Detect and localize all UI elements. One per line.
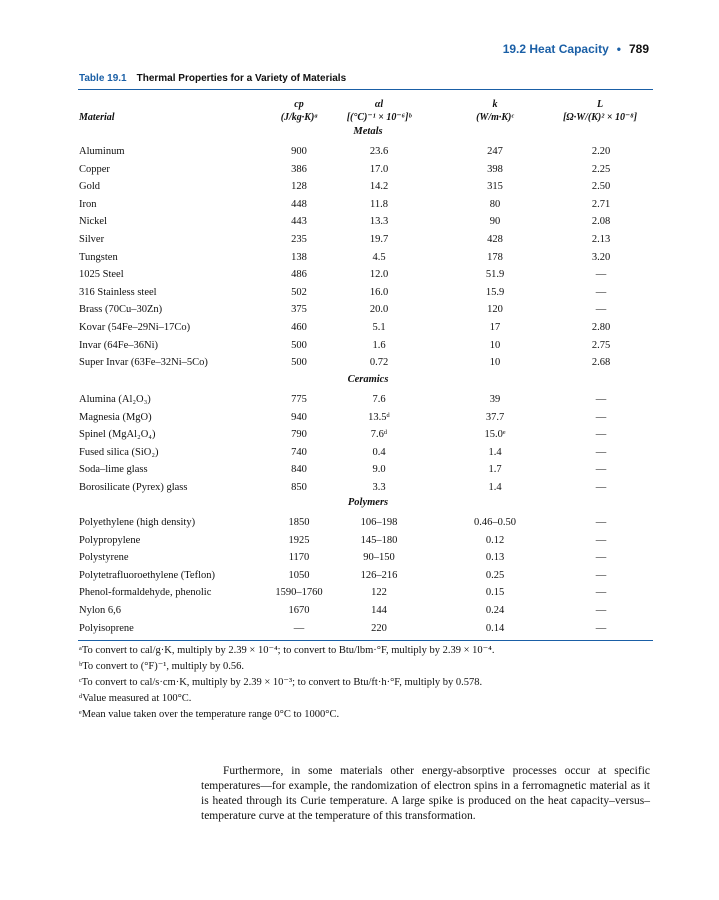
alpha-cell: 220 xyxy=(371,622,387,634)
alpha-cell: 9.0 xyxy=(372,464,386,476)
footnote-c: ᶜTo convert to cal/s·cm·K, multiply by 2.39 × 10⁻³; to convert to Btu/ft·h·°F, multiply by 0.578. xyxy=(79,677,483,688)
table-row xyxy=(79,447,654,465)
k-cell: 247 xyxy=(487,146,503,157)
table-row xyxy=(79,570,654,588)
cp-cell: 850 xyxy=(291,482,307,493)
table-top-rule xyxy=(78,89,653,90)
lorenz-cell: — xyxy=(595,482,607,493)
cp-cell: 1925 xyxy=(288,534,310,546)
lorenz-cell: 2.71 xyxy=(591,198,611,210)
alpha-cell: 4.5 xyxy=(372,251,386,263)
alpha-cell: 0.4 xyxy=(372,446,386,458)
cp-cell: 900 xyxy=(291,146,307,157)
material-cell: Magnesia (MgO) xyxy=(79,411,152,423)
material-cell: Fused silica (SiO₂) xyxy=(79,446,159,458)
k-cell: 10 xyxy=(489,339,501,351)
lorenz-cell: 2.75 xyxy=(591,339,611,351)
cp-cell: 500 xyxy=(291,339,307,351)
group-label: Polymers xyxy=(347,497,389,508)
col-header-alpha: αl [(°C)⁻¹ × 10⁻⁶]ᵇ xyxy=(346,99,412,123)
k-cell: 398 xyxy=(487,163,503,175)
material-cell: 1025 Steel xyxy=(79,269,124,281)
lorenz-cell: — xyxy=(595,464,607,476)
material-cell: 316 Stainless steel xyxy=(79,286,157,298)
lorenz-cell: — xyxy=(595,622,607,634)
k-cell: 37.7 xyxy=(485,411,505,423)
lorenz-cell: 3.20 xyxy=(591,251,611,263)
table-number: Table 19.1 xyxy=(79,73,127,84)
material-cell: Silver xyxy=(79,234,105,245)
table-row xyxy=(79,181,654,199)
alpha-cell: 13.3 xyxy=(369,216,389,228)
alpha-cell: 16.0 xyxy=(369,286,389,298)
page-number: 789 xyxy=(628,42,649,56)
material-cell: Invar (64Fe–36Ni) xyxy=(79,339,159,351)
table-row xyxy=(79,605,654,623)
material-cell: Soda–lime glass xyxy=(79,464,148,476)
k-cell: 0.46–0.50 xyxy=(474,517,516,528)
alpha-cell: 23.6 xyxy=(369,146,389,157)
cp-cell: 1850 xyxy=(288,517,310,528)
k-cell: 315 xyxy=(487,181,503,193)
lorenz-cell: — xyxy=(595,304,607,316)
k-cell: 0.24 xyxy=(485,605,505,616)
lorenz-cell: — xyxy=(595,411,607,423)
lorenz-cell: 2.50 xyxy=(591,181,611,193)
material-cell: Phenol-formaldehyde, phenolic xyxy=(79,587,212,599)
k-cell: 1.4 xyxy=(488,482,502,493)
k-cell: 17 xyxy=(489,322,501,333)
material-cell: Iron xyxy=(79,198,97,210)
cp-cell: 840 xyxy=(291,464,307,476)
k-cell: 0.13 xyxy=(485,552,505,564)
material-cell: Polyethylene (high density) xyxy=(79,517,196,528)
table-bottom-rule xyxy=(78,640,653,641)
cp-cell: 1050 xyxy=(288,569,310,581)
k-cell: 1.4 xyxy=(488,446,502,458)
cp-cell: 1670 xyxy=(288,605,310,616)
table-row xyxy=(79,287,654,305)
alpha-cell: 106–198 xyxy=(360,517,398,528)
alpha-cell: 0.72 xyxy=(369,357,389,369)
cp-cell: 460 xyxy=(291,322,307,333)
col-header-cp: cp (J/kg·K)ᵃ xyxy=(280,99,318,123)
cp-cell: 740 xyxy=(291,446,307,458)
alpha-cell: 5.1 xyxy=(372,322,386,333)
cp-cell: 502 xyxy=(291,286,307,298)
k-cell: 10 xyxy=(489,357,501,369)
footnote-b: ᵇTo convert to (°F)⁻¹, multiply by 0.56. xyxy=(79,661,245,672)
lorenz-cell: 2.68 xyxy=(591,357,611,369)
footnote-e: ᵉMean value taken over the temperature range 0°C to 1000°C. xyxy=(79,709,340,720)
lorenz-cell: — xyxy=(595,605,607,616)
k-cell: 1.7 xyxy=(488,464,502,476)
col-header-L: L [Ω·W/(K)² × 10⁻⁸] xyxy=(562,99,638,123)
alpha-cell: 90–150 xyxy=(363,552,395,564)
alpha-cell: 13.5ᵈ xyxy=(368,411,390,423)
material-cell: Aluminum xyxy=(79,146,125,157)
lorenz-cell: — xyxy=(595,517,607,528)
cp-cell: 1170 xyxy=(288,552,310,564)
material-cell: Polystyrene xyxy=(79,552,129,564)
col-header-k: k (W/m·K)ᶜ xyxy=(476,99,514,123)
cp-cell: 448 xyxy=(291,198,307,210)
table-row xyxy=(79,535,654,553)
group-label: Ceramics xyxy=(347,374,389,385)
table-row xyxy=(79,322,654,340)
lorenz-cell: 2.20 xyxy=(591,146,611,157)
cp-cell: 486 xyxy=(291,269,307,281)
lorenz-cell: — xyxy=(595,269,607,281)
material-cell: Super Invar (63Fe–32Ni–5Co) xyxy=(79,357,208,369)
lorenz-cell: — xyxy=(595,534,607,546)
alpha-cell: 1.6 xyxy=(372,339,386,351)
material-cell: Alumina (Al₂O₃) xyxy=(79,394,151,405)
alpha-cell: 11.8 xyxy=(370,198,388,210)
table-row xyxy=(79,552,654,570)
alpha-cell: 145–180 xyxy=(360,534,398,546)
table-row xyxy=(79,587,654,605)
material-cell: Polyisoprene xyxy=(79,622,134,634)
k-cell: 51.9 xyxy=(485,269,505,281)
material-cell: Nickel xyxy=(79,216,107,228)
lorenz-cell: — xyxy=(595,429,607,441)
alpha-cell: 14.2 xyxy=(369,181,389,193)
cp-cell: 235 xyxy=(291,234,307,245)
cp-cell: 128 xyxy=(291,181,307,193)
material-cell: Copper xyxy=(79,163,110,175)
alpha-cell: 126–216 xyxy=(360,569,398,581)
alpha-cell: 20.0 xyxy=(369,304,389,316)
k-cell: 0.15 xyxy=(485,587,505,599)
cp-cell: 790 xyxy=(291,429,307,441)
cp-cell: 940 xyxy=(291,411,307,423)
material-cell: Polypropylene xyxy=(79,534,141,546)
table-row xyxy=(79,252,654,270)
table-row xyxy=(79,234,654,252)
k-cell: 15.0ᵉ xyxy=(484,429,506,441)
table-row xyxy=(79,216,654,234)
k-cell: 0.14 xyxy=(485,622,505,634)
lorenz-cell: — xyxy=(595,446,607,458)
lorenz-cell: — xyxy=(595,394,607,405)
material-cell: Polytetrafluoroethylene (Teflon) xyxy=(79,569,216,581)
table-footnotes xyxy=(79,643,654,723)
material-cell: Brass (70Cu–30Zn) xyxy=(79,304,163,316)
lorenz-cell: 2.13 xyxy=(591,234,611,245)
lorenz-cell: — xyxy=(595,569,607,581)
header-separator: • xyxy=(616,42,621,56)
alpha-cell: 7.6 xyxy=(372,394,386,405)
alpha-cell: 122 xyxy=(371,587,387,599)
lorenz-cell: — xyxy=(595,286,607,298)
k-cell: 0.25 xyxy=(485,569,505,581)
table-row xyxy=(79,164,654,182)
alpha-cell: 3.3 xyxy=(372,482,386,493)
cp-cell: 386 xyxy=(291,163,307,175)
material-cell: Gold xyxy=(79,181,100,193)
material-cell: Spinel (MgAl₂O₄) xyxy=(79,429,156,441)
table-row xyxy=(79,464,654,482)
lorenz-cell: — xyxy=(595,587,607,599)
lorenz-cell: 2.25 xyxy=(591,163,611,175)
cp-cell: 775 xyxy=(291,394,307,405)
material-cell: Tungsten xyxy=(79,251,118,263)
section-title: 19.2 Heat Capacity xyxy=(502,42,609,56)
table-caption xyxy=(79,73,346,84)
footnote-d: ᵈValue measured at 100°C. xyxy=(79,693,192,704)
lorenz-cell: 2.08 xyxy=(591,216,611,228)
body-paragraph: Furthermore, in some materials other energy-absorptive processes occur at specific temperatures—for example, the randomization of electron spins in a ferromagnetic material as it is heated through its Curie temperature. A large spike is produced on the heat capacity–versus–temperature curve at the temperature of this transformation. xyxy=(201,765,650,822)
k-cell: 0.12 xyxy=(485,534,505,546)
footnote-a: ᵃTo convert to cal/g·K, multiply by 2.39 × 10⁻⁴; to convert to Btu/lbm·°F, multiply by 2.39 × 10⁻⁴. xyxy=(79,645,495,656)
cp-cell: 375 xyxy=(291,304,307,316)
table-title: Thermal Properties for a Variety of Materials xyxy=(136,73,347,84)
k-cell: 39 xyxy=(489,394,501,405)
table-row xyxy=(79,412,654,430)
running-header xyxy=(503,42,649,56)
material-cell: Nylon 6,6 xyxy=(79,605,121,616)
table-row xyxy=(79,199,654,217)
group-label: Metals xyxy=(353,126,383,137)
k-cell: 80 xyxy=(489,198,501,210)
cp-cell: — xyxy=(293,622,305,634)
table-row xyxy=(79,517,654,535)
table-row xyxy=(79,304,654,322)
cp-cell: 1590–1760 xyxy=(275,587,323,599)
table-row xyxy=(79,269,654,287)
cp-cell: 138 xyxy=(291,251,307,263)
material-cell: Borosilicate (Pyrex) glass xyxy=(79,482,188,493)
lorenz-cell: — xyxy=(595,552,607,564)
k-cell: 178 xyxy=(487,251,503,263)
k-cell: 90 xyxy=(489,216,501,228)
table-row xyxy=(79,429,654,447)
table-row xyxy=(79,146,654,164)
cp-cell: 443 xyxy=(291,216,307,228)
table-row xyxy=(79,340,654,358)
k-cell: 120 xyxy=(487,304,503,316)
alpha-cell: 19.7 xyxy=(369,234,389,245)
k-cell: 428 xyxy=(487,234,503,245)
table-row xyxy=(79,357,654,375)
k-cell: 15.9 xyxy=(485,286,505,298)
material-cell: Kovar (54Fe–29Ni–17Co) xyxy=(79,322,191,333)
lorenz-cell: 2.80 xyxy=(591,322,611,333)
table-row xyxy=(79,623,654,641)
alpha-cell: 17.0 xyxy=(369,163,389,175)
cp-cell: 500 xyxy=(291,357,307,369)
alpha-cell: 7.6ᵈ xyxy=(370,429,388,441)
alpha-cell: 144 xyxy=(371,605,387,616)
alpha-cell: 12.0 xyxy=(369,269,389,281)
table-row xyxy=(79,394,654,412)
col-header-material: Material xyxy=(79,112,115,123)
